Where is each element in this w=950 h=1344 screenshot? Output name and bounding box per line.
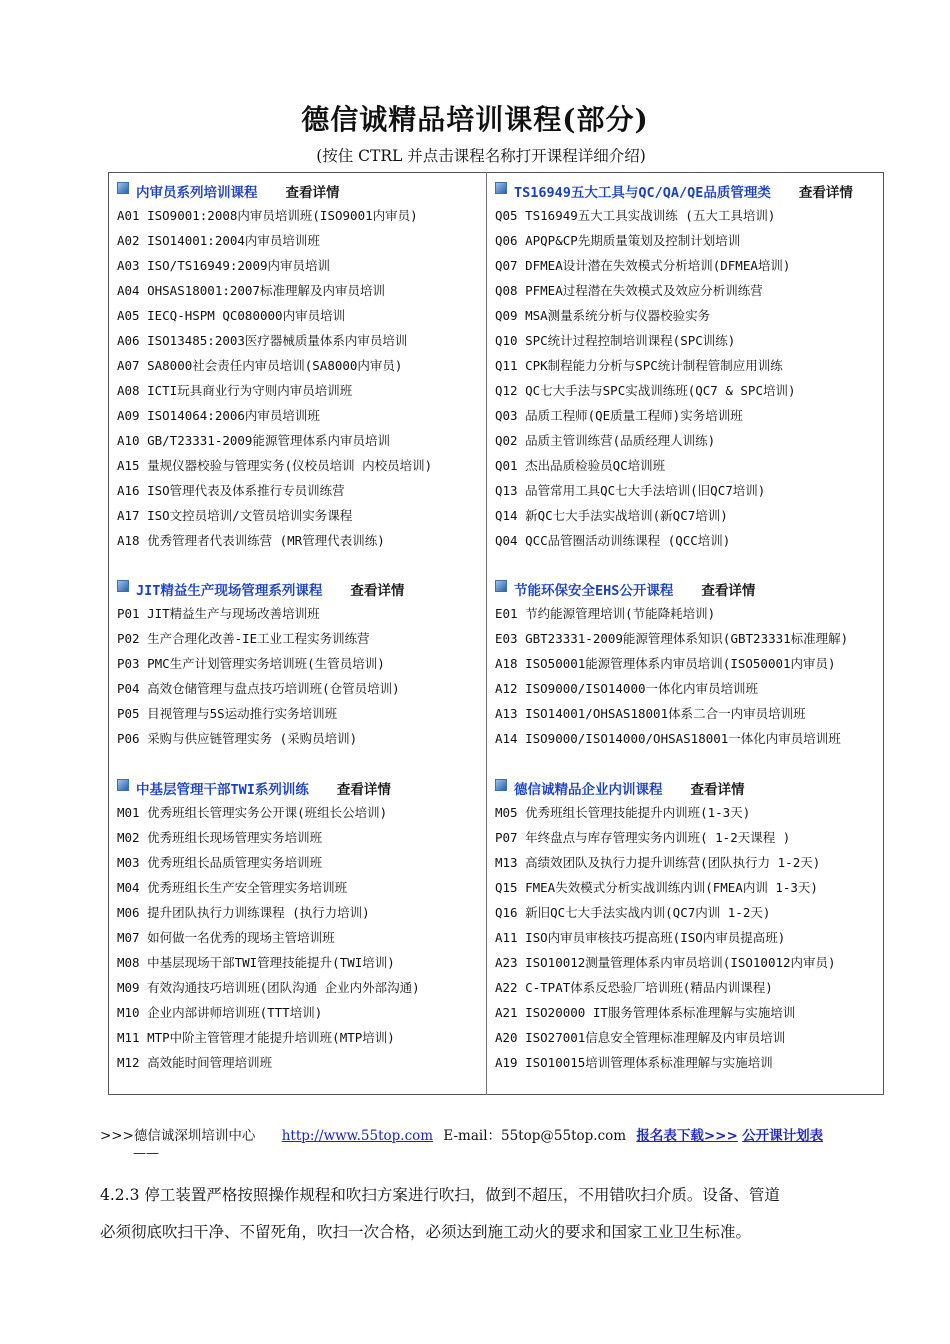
section-title-link[interactable]: TS16949五大工具与QC/QA/QE品质管理类 bbox=[514, 184, 771, 201]
section-title-link[interactable]: 内审员系列培训课程 bbox=[136, 184, 258, 201]
course-item[interactable]: A08 ICTI玩具商业行为守则内审员培训班 bbox=[117, 383, 353, 398]
course-item[interactable]: M05 优秀班组长管理技能提升内训班(1-3天) bbox=[495, 805, 751, 820]
course-item[interactable]: P04 高效仓储管理与盘点技巧培训班(仓管员培训) bbox=[117, 681, 400, 696]
section-header bbox=[117, 576, 479, 601]
course-item[interactable]: A22 C-TPAT体系反恐验厂培训班(精品内训课程) bbox=[495, 980, 773, 995]
course-icon bbox=[495, 779, 507, 791]
course-item[interactable]: M13 高绩效团队及执行力提升训练营(团队执行力 1-2天) bbox=[495, 855, 821, 870]
section-header bbox=[117, 775, 479, 800]
section-twi bbox=[117, 775, 479, 1075]
view-details-link[interactable]: 查看详情 bbox=[701, 582, 756, 599]
section-internal-auditor bbox=[117, 178, 479, 553]
section-ehs bbox=[495, 576, 875, 751]
page-subtitle: (按住 CTRL 并点击课程名称打开课程详细介绍) bbox=[316, 147, 646, 165]
course-item[interactable]: Q13 品管常用工具QC七大手法培训(旧QC7培训) bbox=[495, 483, 766, 498]
course-item[interactable]: E03 GBT23331-2009能源管理体系知识(GBT23331标准理解) bbox=[495, 631, 849, 646]
column-divider bbox=[486, 172, 487, 1095]
section-jit-lean bbox=[117, 576, 479, 751]
page-title: 德信诚精品培训课程(部分) bbox=[301, 103, 649, 136]
course-item[interactable]: A13 ISO14001/OHSAS18001体系二合一内审员培训班 bbox=[495, 706, 806, 721]
course-list bbox=[495, 601, 875, 751]
course-item[interactable]: A05 IECQ-HSPM QC080000内审员培训 bbox=[117, 308, 346, 323]
section-title-link[interactable]: 德信诚精品企业内训课程 bbox=[514, 781, 663, 798]
course-item[interactable]: Q03 品质工程师(QE质量工程师)实务培训班 bbox=[495, 408, 743, 423]
course-item[interactable]: M07 如何做一名优秀的现场主管培训班 bbox=[117, 930, 335, 945]
course-item[interactable]: Q11 CPK制程能力分析与SPC统计制程管制应用训练 bbox=[495, 358, 783, 373]
view-details-link[interactable]: 查看详情 bbox=[336, 781, 391, 798]
course-item[interactable]: P05 目视管理与5S运动推行实务培训班 bbox=[117, 706, 338, 721]
course-item[interactable]: A15 量规仪器校验与管理实务(仪校员培训 内校员培训) bbox=[117, 458, 433, 473]
course-item[interactable]: A07 SA8000社会责任内审员培训(SA8000内审员) bbox=[117, 358, 403, 373]
course-item[interactable]: Q02 品质主管训练营(品质经理人训练) bbox=[495, 433, 716, 448]
course-item[interactable]: A06 ISO13485:2003医疗器械质量体系内审员培训 bbox=[117, 333, 408, 348]
view-details-link[interactable]: 查看详情 bbox=[690, 781, 745, 798]
course-icon bbox=[495, 182, 507, 194]
section-header bbox=[495, 775, 875, 800]
course-item[interactable]: A17 ISO文控员培训/文管员培训实务课程 bbox=[117, 508, 353, 523]
section-header bbox=[117, 178, 479, 203]
course-item[interactable]: M03 优秀班组长品质管理实务培训班 bbox=[117, 855, 323, 870]
view-details-link[interactable]: 查看详情 bbox=[350, 582, 405, 599]
course-item[interactable]: E01 节约能源管理培训(节能降耗培训) bbox=[495, 606, 716, 621]
footer-dash: —— bbox=[133, 1146, 159, 1161]
course-list bbox=[117, 203, 479, 553]
course-item[interactable]: P01 JIT精益生产与现场改善培训班 bbox=[117, 606, 320, 621]
course-item[interactable]: A11 ISO内审员审核技巧提高班(ISO内审员提高班) bbox=[495, 930, 786, 945]
course-item[interactable]: A04 OHSAS18001:2007标准理解及内审员培训 bbox=[117, 283, 385, 298]
course-item[interactable]: P07 年终盘点与库存管理实务内训班( 1-2天课程 ) bbox=[495, 830, 791, 845]
course-icon bbox=[117, 580, 129, 592]
course-item[interactable]: M08 中基层现场干部TWI管理技能提升(TWI培训) bbox=[117, 955, 395, 970]
course-item[interactable]: M12 高效能时间管理培训班 bbox=[117, 1055, 273, 1070]
course-item[interactable]: A14 ISO9000/ISO14000/OHSAS18001一体化内审员培训班 bbox=[495, 731, 841, 746]
course-item[interactable]: A18 ISO50001能源管理体系内审员培训(ISO50001内审员) bbox=[495, 656, 836, 671]
course-item[interactable]: P03 PMC生产计划管理实务培训班(生管员培训) bbox=[117, 656, 385, 671]
view-details-link[interactable]: 查看详情 bbox=[798, 184, 853, 201]
section-ts16949 bbox=[495, 178, 875, 553]
course-item[interactable]: M11 MTP中阶主管管理才能提升培训班(MTP培训) bbox=[117, 1030, 395, 1045]
course-item[interactable]: A03 ISO/TS16949:2009内审员培训 bbox=[117, 258, 331, 273]
course-item[interactable]: A10 GB/T23331-2009能源管理体系内审员培训 bbox=[117, 433, 390, 448]
course-item[interactable]: A21 ISO20000 IT服务管理体系标准理解与实施培训 bbox=[495, 1005, 796, 1020]
course-item[interactable]: M01 优秀班组长管理实务公开课(班组长公培训) bbox=[117, 805, 388, 820]
course-item[interactable]: Q12 QC七大手法与SPC实战训练班(QC7 & SPC培训) bbox=[495, 383, 796, 398]
section-header bbox=[495, 576, 875, 601]
course-item[interactable]: A23 ISO10012测量管理体系内审员培训(ISO10012内审员) bbox=[495, 955, 836, 970]
course-item[interactable]: A02 ISO14001:2004内审员培训班 bbox=[117, 233, 320, 248]
course-item[interactable]: Q07 DFMEA设计潜在失效模式分析培训(DFMEA培训) bbox=[495, 258, 791, 273]
course-item[interactable]: M06 提升团队执行力训练课程 (执行力培训) bbox=[117, 905, 370, 920]
signup-form-link[interactable]: 报名表下载>>> bbox=[636, 1128, 738, 1144]
section-header bbox=[495, 178, 875, 203]
course-item[interactable]: P02 生产合理化改善-IE工业工程实务训练营 bbox=[117, 631, 370, 646]
course-item[interactable]: M04 优秀班组长生产安全管理实务培训班 bbox=[117, 880, 348, 895]
course-item[interactable]: M09 有效沟通技巧培训班(团队沟通 企业内外部沟通) bbox=[117, 980, 420, 995]
course-item[interactable]: A12 ISO9000/ISO14000一体化内审员培训班 bbox=[495, 681, 759, 696]
course-item[interactable]: A16 ISO管理代表及体系推行专员训练营 bbox=[117, 483, 345, 498]
course-item[interactable]: Q04 QCC品管圈活动训练课程 (QCC培训) bbox=[495, 533, 731, 548]
website-link[interactable]: http://www.55top.com bbox=[281, 1128, 434, 1144]
course-item[interactable]: A09 ISO14064:2006内审员培训班 bbox=[117, 408, 320, 423]
course-item[interactable]: M02 优秀班组长现场管理实务培训班 bbox=[117, 830, 323, 845]
section-title-link[interactable]: 中基层管理干部TWI系列训练 bbox=[136, 781, 309, 798]
course-item[interactable]: A18 优秀管理者代表训练营 (MR管理代表训练) bbox=[117, 533, 385, 548]
course-item[interactable]: Q01 杰出品质检验员QC培训班 bbox=[495, 458, 666, 473]
course-list bbox=[495, 203, 875, 553]
course-item[interactable]: Q05 TS16949五大工具实战训练 (五大工具培训) bbox=[495, 208, 776, 223]
course-item[interactable]: Q06 APQP&CP先期质量策划及控制计划培训 bbox=[495, 233, 741, 248]
course-item[interactable]: A20 ISO27001信息安全管理标准理解及内审员培训 bbox=[495, 1030, 786, 1045]
course-item[interactable]: Q10 SPC统计过程控制培训课程(SPC训练) bbox=[495, 333, 736, 348]
course-icon bbox=[495, 580, 507, 592]
course-item[interactable]: Q16 新旧QC七大手法实战内训(QC7内训 1-2天) bbox=[495, 905, 771, 920]
course-icon bbox=[117, 779, 129, 791]
course-plan-link[interactable]: 公开课计划表 bbox=[742, 1128, 824, 1144]
training-center-label: >>>德信诚深圳培训中心 bbox=[100, 1128, 256, 1144]
section-title-link[interactable]: JIT精益生产现场管理系列课程 bbox=[136, 582, 323, 599]
course-item[interactable]: Q08 PFMEA过程潜在失效模式及效应分析训练营 bbox=[495, 283, 763, 298]
view-details-link[interactable]: 查看详情 bbox=[285, 184, 340, 201]
course-item[interactable]: Q14 新QC七大手法实战培训(新QC7培训) bbox=[495, 508, 728, 523]
course-item[interactable]: Q09 MSA测量系统分析与仪器校验实务 bbox=[495, 308, 711, 323]
course-icon bbox=[117, 182, 129, 194]
course-list bbox=[117, 601, 479, 751]
paragraph-line-2: 必须彻底吹扫干净、不留死角，吹扫一次合格，必须达到施工动火的要求和国家工业卫生标准。 bbox=[100, 1223, 752, 1241]
course-item[interactable]: A01 ISO9001:2008内审员培训班(ISO9001内审员) bbox=[117, 208, 418, 223]
course-list bbox=[117, 800, 479, 1075]
course-item[interactable]: P06 采购与供应链管理实务 (采购员培训) bbox=[117, 731, 358, 746]
section-inhouse bbox=[495, 775, 875, 1075]
course-list bbox=[495, 800, 875, 1075]
email-text: E-mail：55top@55top.com bbox=[443, 1128, 627, 1144]
paragraph-line-1: 4.2.3 停工装置严格按照操作规程和吹扫方案进行吹扫，做到不超压，不用错吹扫介质。设备、管道 bbox=[100, 1186, 780, 1204]
footer-contact bbox=[100, 1124, 823, 1144]
section-title-link[interactable]: 节能环保安全EHS公开课程 bbox=[514, 582, 674, 599]
course-item[interactable]: M10 企业内部讲师培训班(TTT培训) bbox=[117, 1005, 323, 1020]
course-item[interactable]: Q15 FMEA失效模式分析实战训练内训(FMEA内训 1-3天) bbox=[495, 880, 818, 895]
course-item[interactable]: A19 ISO10015培训管理体系标准理解与实施培训 bbox=[495, 1055, 773, 1070]
